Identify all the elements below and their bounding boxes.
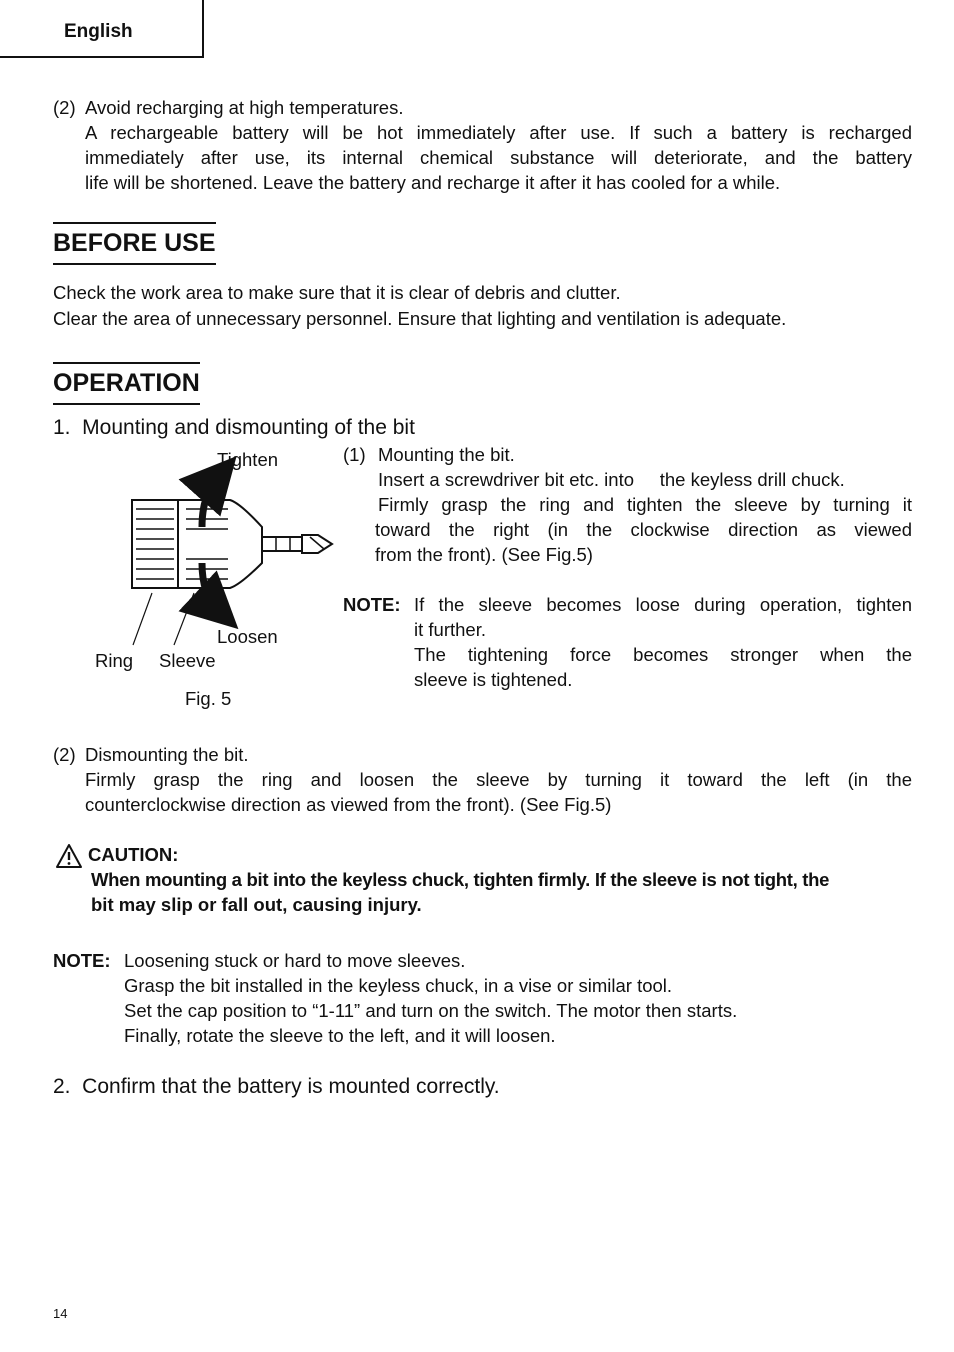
note-line: it further. — [414, 619, 486, 640]
recharge-line: immediately after use, its internal chemical substance will deteriorate, and the battery — [85, 147, 912, 168]
recharge-line: A rechargeable battery will be hot immediately after use. If such a battery is recharged — [85, 122, 912, 143]
operation-heading: OPERATION — [53, 362, 200, 405]
mounting-number: (1) — [343, 444, 366, 465]
page-number: 14 — [53, 1306, 68, 1321]
language-tab — [0, 0, 204, 58]
note-label: NOTE: — [53, 950, 111, 971]
dismounting-title: Dismounting the bit. — [85, 744, 249, 765]
note-line: Grasp the bit installed in the keyless chuck, in a vise or similar tool. — [124, 975, 673, 996]
mounting-line: toward the right (in the clockwise direction as viewed — [375, 519, 912, 540]
ring-leader-line — [133, 593, 152, 645]
figure-caption: Fig. 5 — [185, 688, 232, 709]
note-line: Finally, rotate the sleeve to the left, and it will loosen. — [124, 1025, 556, 1046]
caution-label: CAUTION: — [88, 844, 179, 865]
step-1-title: 1. Mounting and dismounting of the bit — [53, 416, 415, 439]
dismounting-line: Firmly grasp the ring and loosen the sleeve by turning it toward the left (in the — [85, 769, 912, 790]
note-line: If the sleeve becomes loose during operation, tighten — [414, 594, 912, 615]
dismounting-number: (2) — [53, 744, 76, 765]
mounting-line: from the front). (See Fig.5) — [375, 544, 593, 565]
before-use-heading: BEFORE USE — [53, 222, 216, 265]
recharge-number: (2) — [53, 97, 76, 118]
note-line: Loosening stuck or hard to move sleeves. — [124, 950, 466, 971]
recharge-title: Avoid recharging at high temperatures. — [85, 97, 404, 118]
mounting-title: Mounting the bit. — [378, 444, 515, 465]
caution-line: When mounting a bit into the keyless chuck, tighten firmly. If the sleeve is not tight, the — [91, 869, 830, 890]
caution-line: bit may slip or fall out, causing injury. — [91, 894, 422, 915]
sleeve-label: Sleeve — [159, 650, 216, 671]
mounting-line: Firmly grasp the ring and tighten the sleeve by turning it — [378, 494, 912, 515]
ring-part — [132, 500, 178, 588]
before-use-line: Clear the area of unnecessary personnel. Ensure that lighting and ventilation is adequate. — [53, 308, 787, 329]
keyless-chuck-illustration — [90, 445, 340, 715]
loosen-label: Loosen — [217, 626, 278, 647]
bit-shank — [262, 537, 302, 551]
note-line: sleeve is tightened. — [414, 669, 573, 690]
sleeve-leader-line — [174, 593, 194, 645]
step-2-title: 2. Confirm that the battery is mounted correctly. — [53, 1075, 500, 1098]
tighten-label: Tighten — [217, 449, 279, 470]
recharge-line: life will be shortened. Leave the battery and recharge it after it has cooled for a while. — [85, 172, 781, 193]
mounting-line: Insert a screwdriver bit etc. into the keyless drill chuck. — [378, 469, 845, 490]
warning-triangle-icon — [55, 843, 83, 869]
sleeve-part — [178, 500, 262, 588]
ring-label: Ring — [95, 650, 134, 671]
note-label: NOTE: — [343, 594, 401, 615]
before-use-line: Check the work area to make sure that it is clear of debris and clutter. — [53, 282, 621, 303]
figure-5 — [90, 445, 340, 715]
language-label: English — [64, 21, 133, 42]
bit-tip — [302, 535, 332, 553]
dismounting-line: counterclockwise direction as viewed from the front). (See Fig.5) — [85, 794, 612, 815]
note-line: Set the cap position to “1-11” and turn on the switch. The motor then starts. — [124, 1000, 738, 1021]
note-line: The tightening force becomes stronger when the — [414, 644, 912, 665]
